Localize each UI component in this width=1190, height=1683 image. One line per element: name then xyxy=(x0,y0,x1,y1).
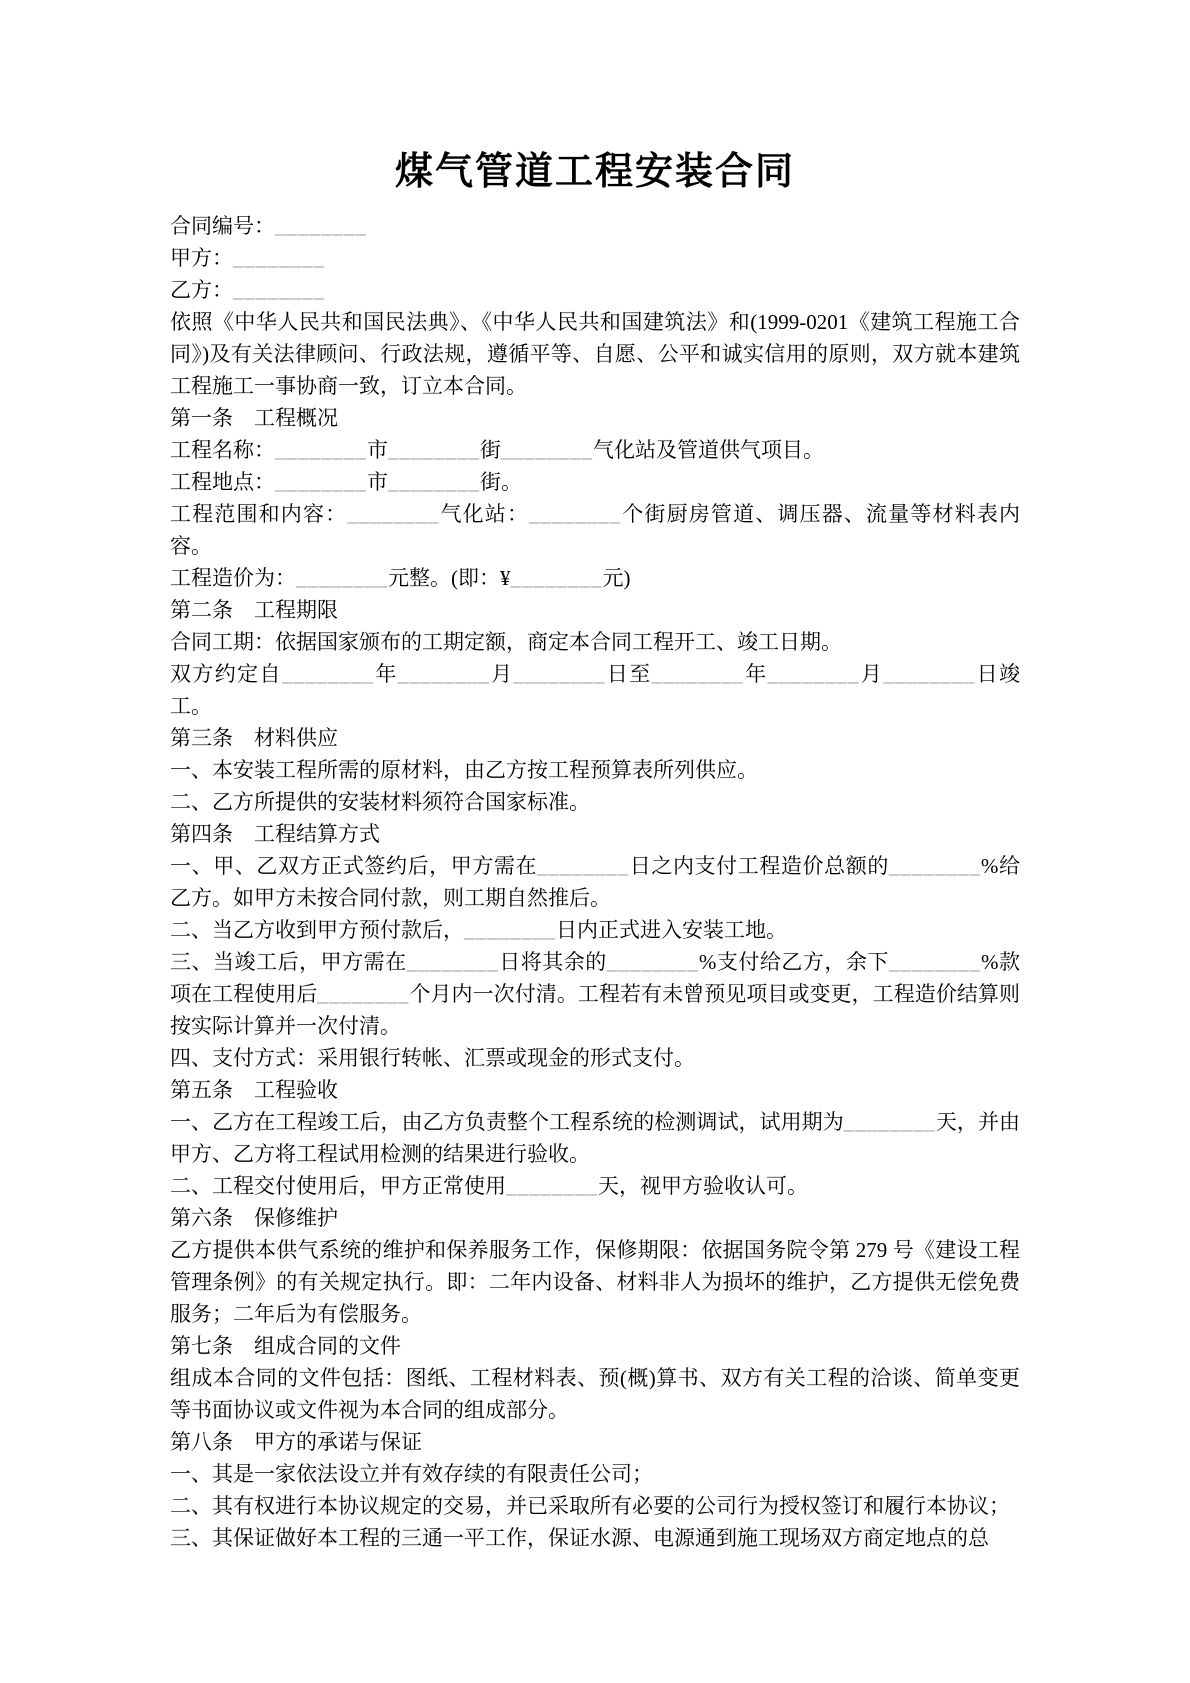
paragraph: 工程地点：________市________街。 xyxy=(170,470,522,494)
paragraph: 一、其是一家依法设立并有效存续的有限责任公司； xyxy=(170,1462,653,1486)
section-heading: 第一条 工程概况 xyxy=(170,406,338,430)
blank-underline: ________ xyxy=(347,502,440,526)
blank-underline: ________ xyxy=(406,950,499,974)
paragraph: 三、当竣工后，甲方需在________日将其余的________%支付给乙方，余下________%款项在工程使用后________个月内一次付清。工程若有未曾预见项目或变更，工程造价结算则按实际计算并一次付清。 xyxy=(170,950,1021,1038)
blank-underline: ________ xyxy=(883,662,976,686)
section-heading: 第七条 组成合同的文件 xyxy=(170,1334,401,1358)
paragraph: 乙方提供本供气系统的维护和保养服务工作，保修期限：依据国务院令第 279 号《建设工程管理条例》的有关规定执行。即：二年内设备、材料非人为损坏的维护，乙方提供无偿免费服务；二年后为有偿服务。 xyxy=(170,1238,1020,1326)
blank-underline: ________ xyxy=(233,246,325,270)
paragraph: 工程造价为：________元整。(即：¥________元) xyxy=(170,566,631,590)
section-heading: 第三条 材料供应 xyxy=(170,726,338,750)
document-content xyxy=(170,148,1020,1554)
blank-underline: ________ xyxy=(843,1110,936,1134)
blank-underline: ________ xyxy=(388,438,480,462)
blank-underline: ________ xyxy=(767,662,860,686)
blank-underline: ________ xyxy=(651,662,744,686)
paragraph: 乙方：________ xyxy=(170,278,325,302)
blank-underline: ________ xyxy=(510,566,603,590)
blank-underline: ________ xyxy=(233,278,325,302)
document-body xyxy=(170,210,1020,1554)
blank-underline: ________ xyxy=(317,982,410,1006)
blank-underline: ________ xyxy=(889,950,981,974)
section-heading: 第五条 工程验收 xyxy=(170,1078,338,1102)
section-heading: 第四条 工程结算方式 xyxy=(170,822,380,846)
paragraph: 组成本合同的文件包括：图纸、工程材料表、预(概)算书、双方有关工程的洽谈、简单变更等书面协议或文件视为本合同的组成部分。 xyxy=(170,1366,1020,1422)
paragraph: 一、乙方在工程竣工后，由乙方负责整个工程系统的检测调试，试用期为________天，并由甲方、乙方将工程试用检测的结果进行验收。 xyxy=(170,1110,1021,1166)
blank-underline: ________ xyxy=(501,438,593,462)
paragraph: 一、本安装工程所需的原材料，由乙方按工程预算表所列供应。 xyxy=(170,758,758,782)
paragraph: 工程名称：________市________街________气化站及管道供气项目。 xyxy=(170,438,824,462)
section-heading: 第二条 工程期限 xyxy=(170,598,338,622)
paragraph: 三、其保证做好本工程的三通一平工作，保证水源、电源通到施工现场双方商定地点的总 xyxy=(170,1526,989,1550)
blank-underline: ________ xyxy=(506,1174,598,1198)
section-heading: 第六条 保修维护 xyxy=(170,1206,338,1230)
blank-underline: ________ xyxy=(606,950,699,974)
blank-underline: ________ xyxy=(275,470,367,494)
blank-underline: ________ xyxy=(529,502,622,526)
blank-underline: ________ xyxy=(296,566,388,590)
paragraph: 二、其有权进行本协议规定的交易，并已采取所有必要的公司行为授权签订和履行本协议； xyxy=(170,1494,1010,1518)
paragraph: 二、乙方所提供的安装材料须符合国家标准。 xyxy=(170,790,590,814)
paragraph: 合同工期：依据国家颁布的工期定额，商定本合同工程开工、竣工日期。 xyxy=(170,630,842,654)
blank-underline: ________ xyxy=(388,470,480,494)
paragraph: 一、甲、乙双方正式签约后，甲方需在________日之内支付工程造价总额的________%给乙方。如甲方未按合同付款，则工期自然推后。 xyxy=(170,854,1021,910)
blank-underline: ________ xyxy=(275,214,367,238)
paragraph: 四、支付方式：采用银行转帐、汇票或现金的形式支付。 xyxy=(170,1046,695,1070)
document-title: 煤气管道工程安装合同 xyxy=(394,151,795,193)
section-heading: 第八条 甲方的承诺与保证 xyxy=(170,1430,422,1454)
paragraph: 甲方：________ xyxy=(170,246,325,270)
blank-underline: ________ xyxy=(464,918,556,942)
paragraph: 二、工程交付使用后，甲方正常使用________天，视甲方验收认可。 xyxy=(170,1174,808,1198)
paragraph: 合同编号：________ xyxy=(170,214,367,238)
blank-underline: ________ xyxy=(888,854,981,878)
blank-underline: ________ xyxy=(513,662,606,686)
paragraph: 依照《中华人民共和国民法典》、《中华人民共和国建筑法》和(1999-0201《建筑工程施工合同》)及有关法律顾问、行政法规，遵循平等、自愿、公平和诚实信用的原则，双方就本建筑工程施工一事协商一致，订立本合同。 xyxy=(170,310,1020,398)
blank-underline: ________ xyxy=(537,854,630,878)
paragraph: 工程范围和内容：________气化站：________个街厨房管道、调压器、流量等材料表内容。 xyxy=(170,502,1021,558)
blank-underline: ________ xyxy=(397,662,490,686)
paragraph: 双方约定自________年________月________日至________年________月________日竣工。 xyxy=(170,662,1021,718)
paragraph: 二、当乙方收到甲方预付款后，________日内正式进入安装工地。 xyxy=(170,918,787,942)
blank-underline: ________ xyxy=(281,662,374,686)
blank-underline: ________ xyxy=(275,438,367,462)
